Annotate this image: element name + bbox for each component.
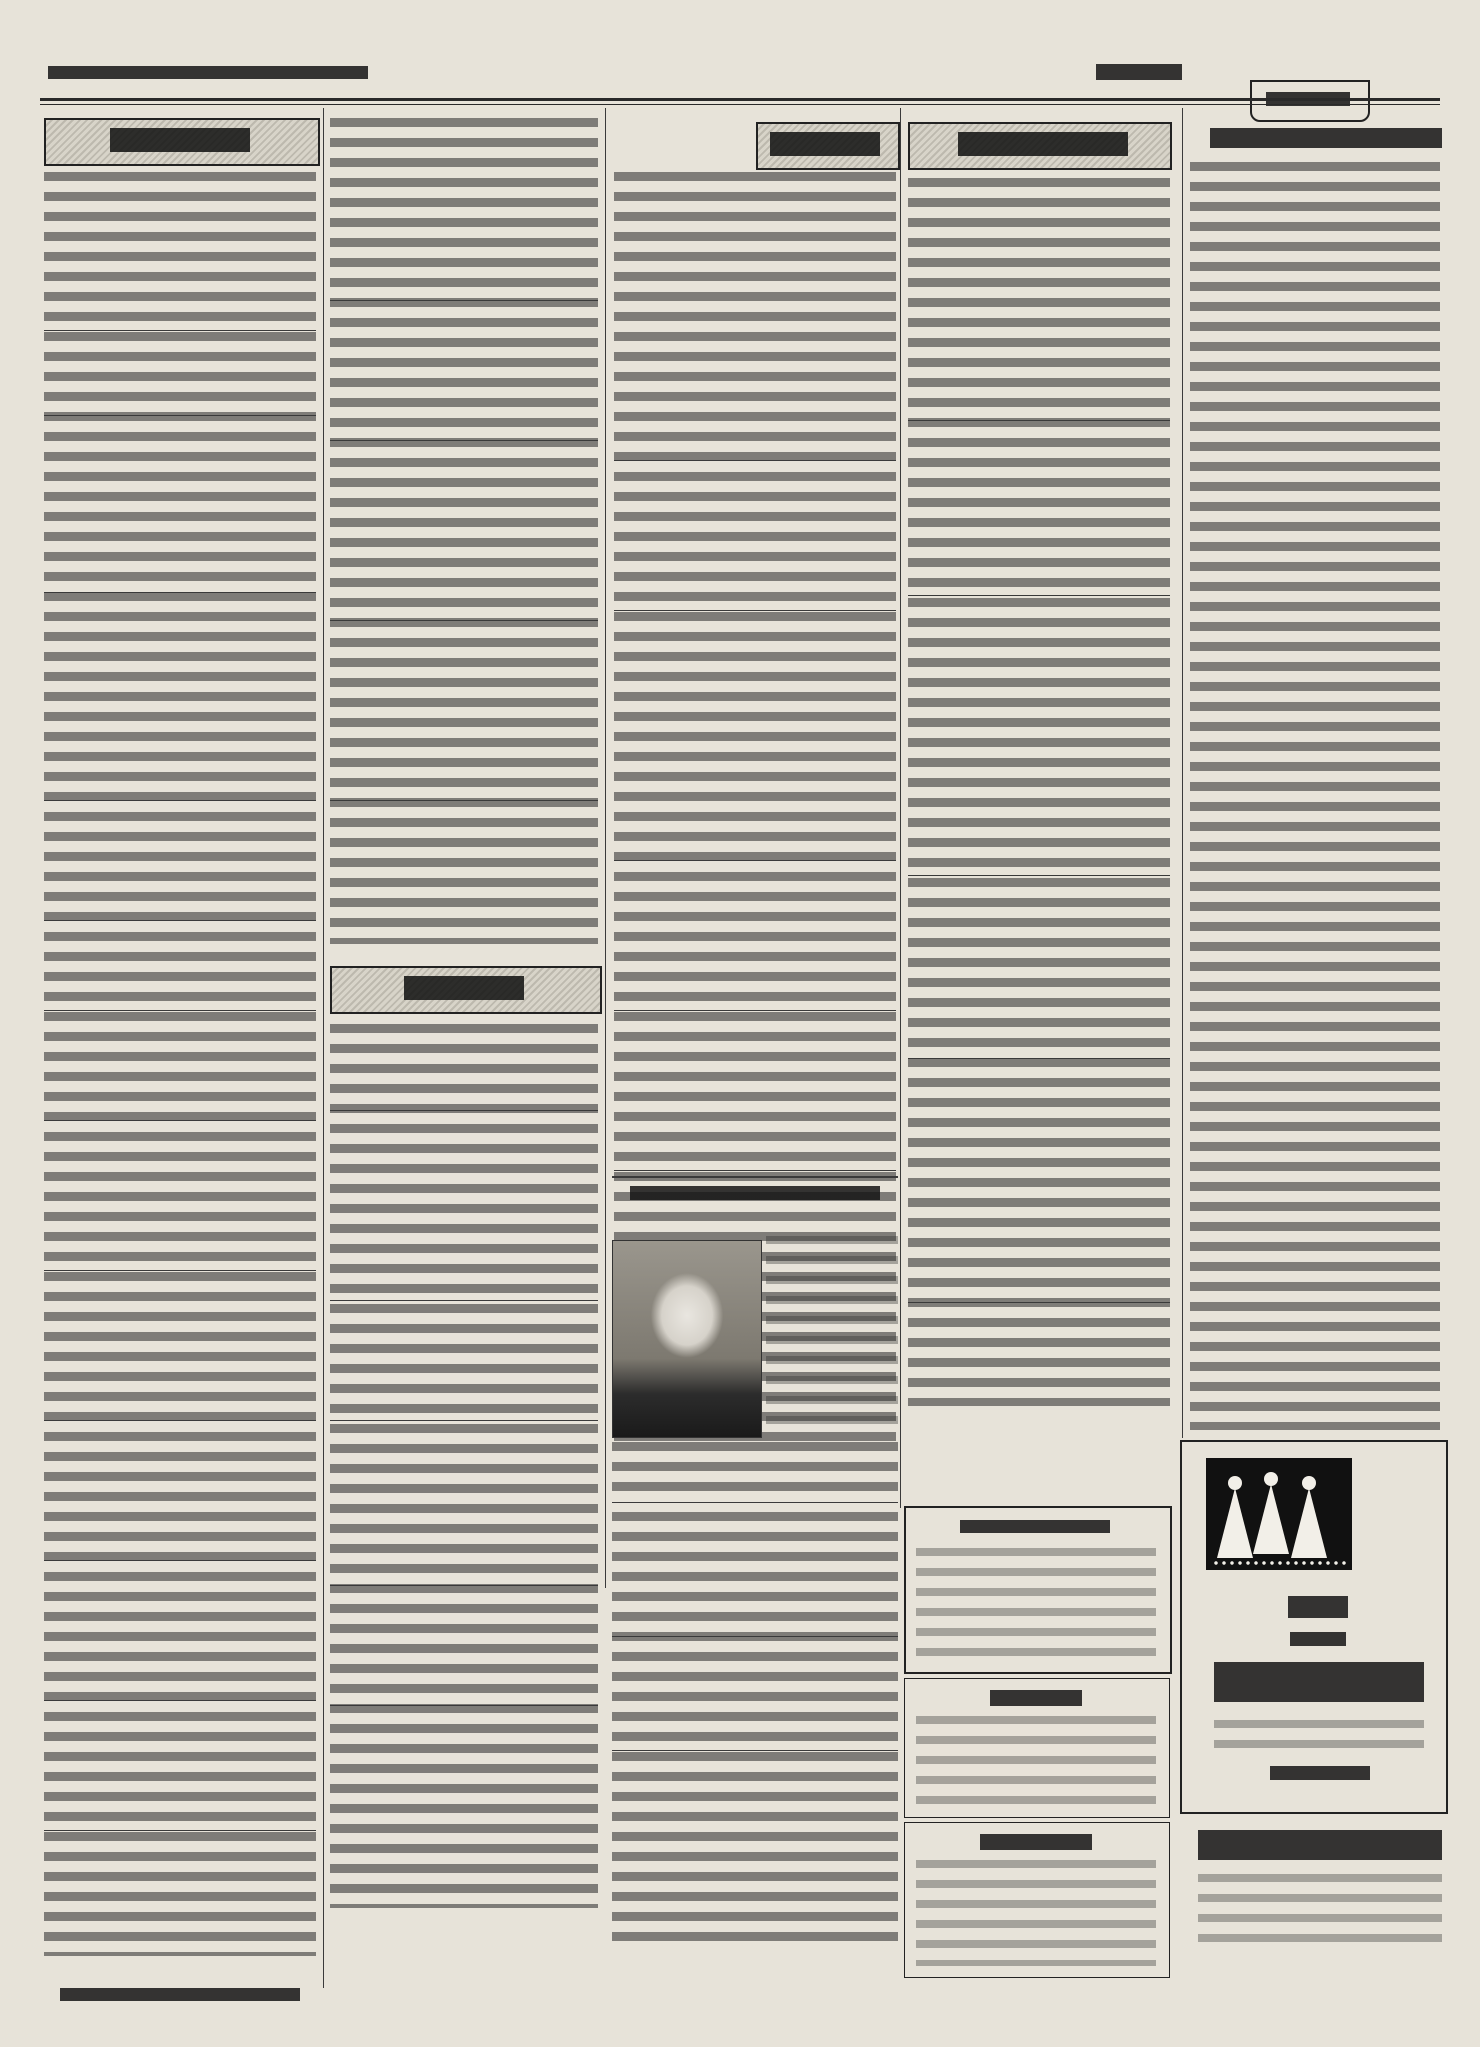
notice-divider-16 — [330, 1300, 598, 1301]
thanks-body — [44, 172, 316, 1956]
memorial-section-title — [958, 132, 1128, 156]
condolence-section-title — [404, 976, 524, 1000]
tribute-body — [612, 1442, 898, 1492]
notice-divider-22 — [44, 592, 316, 593]
notice-divider-20 — [44, 330, 316, 331]
notice-divider-24 — [44, 920, 316, 921]
figure-dress-2 — [1253, 1484, 1289, 1554]
figure-dress-1 — [1217, 1488, 1253, 1558]
notice-divider-28 — [44, 1420, 316, 1421]
notice-divider-13 — [330, 620, 598, 621]
notice-divider-5 — [908, 1302, 1170, 1303]
notice-divider-7 — [614, 610, 896, 611]
notice-divider-2 — [908, 595, 1170, 596]
column-rule-1 — [1182, 108, 1183, 1438]
tribute-bottom-rule — [612, 1502, 898, 1503]
masthead-issue-line — [48, 66, 368, 79]
notice-divider-11 — [330, 300, 598, 301]
notice-divider-31 — [44, 1830, 316, 1831]
store-ad-address — [1270, 1766, 1370, 1780]
ad-dotted-border — [1212, 1560, 1346, 1566]
notice-divider-25 — [44, 1010, 316, 1011]
column-rule-3 — [605, 108, 606, 1588]
masthead-rule-thin — [40, 104, 1440, 105]
notice-divider-4 — [908, 1058, 1170, 1059]
notice-divider-33 — [612, 1750, 898, 1751]
masthead-rule — [40, 98, 1440, 101]
notice-divider-32 — [612, 1636, 898, 1637]
store-ad-day — [1288, 1596, 1348, 1618]
notice-divider-26 — [44, 1120, 316, 1121]
condolence-body-3 — [330, 1024, 598, 1908]
continued-notice — [60, 1988, 300, 2001]
notice-divider-17 — [330, 1420, 598, 1421]
column-rule-2 — [900, 108, 901, 1508]
remembrance-section-title — [770, 132, 880, 156]
memorial-notices-body — [908, 178, 1170, 1406]
notice-divider-12 — [330, 440, 598, 441]
notice-divider-9 — [614, 1010, 896, 1011]
poetry-book-title — [1198, 1830, 1442, 1860]
column-rule-4 — [323, 108, 324, 1988]
book-ad-body — [916, 1548, 1156, 1656]
doctor-ad-1-title — [990, 1690, 1082, 1706]
notice-divider-3 — [908, 875, 1170, 876]
tribute-poem — [766, 1236, 898, 1436]
doctor-ad-1-body — [916, 1716, 1156, 1808]
lower-condolence-body — [612, 1512, 898, 1942]
notice-divider-10 — [614, 1170, 896, 1171]
notice-divider-29 — [44, 1560, 316, 1561]
notice-divider-14 — [330, 800, 598, 801]
notice-divider-27 — [44, 1270, 316, 1271]
book-ad-title — [960, 1520, 1110, 1533]
condolence-body-2 — [330, 118, 598, 944]
store-ad-hours — [1214, 1720, 1424, 1748]
editorial-body — [1190, 162, 1440, 1430]
poetry-book-details — [1198, 1874, 1442, 1948]
tribute-heading — [630, 1186, 880, 1200]
notice-divider-8 — [614, 860, 896, 861]
store-ad-artwork — [1206, 1458, 1352, 1570]
doctor-ad-2-body — [916, 1860, 1156, 1966]
store-ad-brand — [1214, 1662, 1424, 1702]
store-ad-day-note — [1290, 1632, 1346, 1646]
notice-divider-30 — [44, 1700, 316, 1701]
portrait-photo — [612, 1240, 762, 1438]
editorial-headline — [1210, 128, 1442, 148]
notice-divider-1 — [908, 420, 1170, 421]
figure-dress-3 — [1291, 1488, 1327, 1558]
thanks-section-title — [110, 128, 250, 152]
notice-divider-6 — [614, 460, 896, 461]
notice-divider-19 — [330, 1705, 598, 1706]
doctor-ad-2-title — [980, 1834, 1092, 1850]
notice-divider-18 — [330, 1585, 598, 1586]
tribute-top-rule — [612, 1176, 898, 1178]
notice-divider-15 — [330, 1110, 598, 1111]
notice-divider-23 — [44, 800, 316, 801]
masthead-page-number — [1096, 64, 1182, 80]
notice-divider-21 — [44, 415, 316, 416]
